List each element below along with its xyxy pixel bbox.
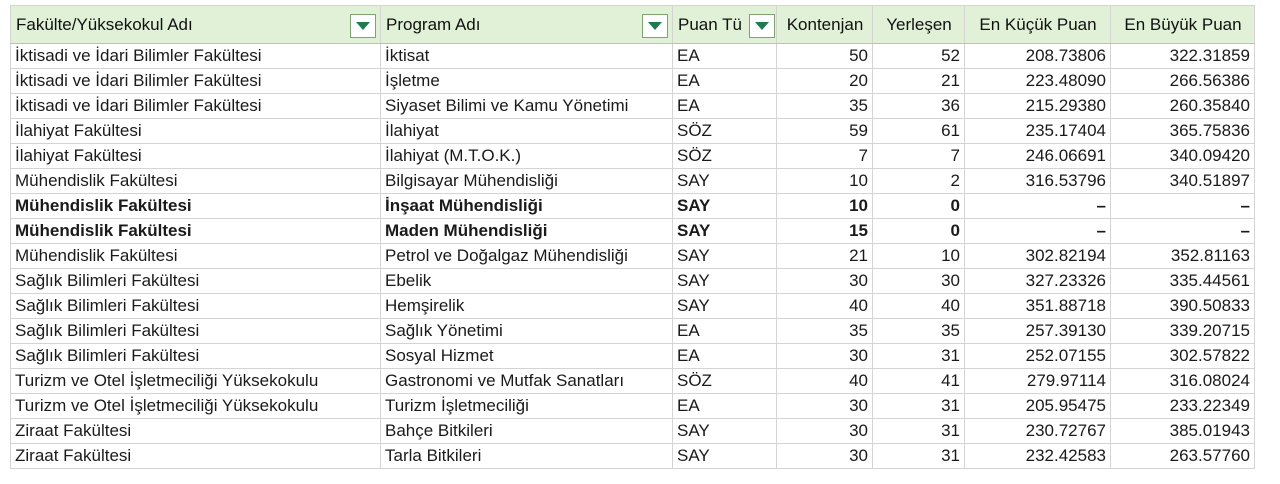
cell-en-kucuk[interactable]: 316.53796 (965, 169, 1111, 194)
cell-en-kucuk[interactable]: 257.39130 (965, 319, 1111, 344)
cell-program[interactable]: Petrol ve Doğalgaz Mühendisliği (381, 244, 673, 269)
cell-kontenjan[interactable]: 7 (777, 144, 873, 169)
cell-fakulte[interactable]: Sağlık Bilimleri Fakültesi (11, 344, 381, 369)
cell-en-buyuk[interactable]: 322.31859 (1111, 44, 1255, 69)
cell-yerlesen[interactable]: 36 (873, 94, 965, 119)
cell-yerlesen[interactable]: 31 (873, 344, 965, 369)
cell-program[interactable]: İktisat (381, 44, 673, 69)
header-yerlesen-label: Yerleşen (886, 14, 952, 34)
table-row (11, 269, 1255, 294)
table-row (11, 319, 1255, 344)
cell-en-buyuk[interactable]: 335.44561 (1111, 269, 1255, 294)
cell-program[interactable]: İşletme (381, 69, 673, 94)
cell-fakulte[interactable]: Sağlık Bilimleri Fakültesi (11, 319, 381, 344)
table-row (11, 144, 1255, 169)
header-puan-label: Puan Tü (678, 14, 742, 34)
table-row (11, 244, 1255, 269)
cell-program[interactable]: Gastronomi ve Mutfak Sanatları (381, 369, 673, 394)
cell-en-buyuk[interactable]: 365.75836 (1111, 119, 1255, 144)
cell-puan[interactable]: SAY (673, 219, 777, 244)
table-row (11, 169, 1255, 194)
table-row (11, 444, 1255, 469)
cell-puan[interactable]: SAY (673, 244, 777, 269)
cell-program[interactable]: İnşaat Mühendisliği (381, 194, 673, 219)
header-yerlesen[interactable] (873, 6, 965, 44)
cell-kontenjan[interactable]: 50 (777, 44, 873, 69)
cell-yerlesen[interactable]: 40 (873, 294, 965, 319)
table-row (11, 219, 1255, 244)
cell-en-buyuk[interactable]: 233.22349 (1111, 394, 1255, 419)
cell-kontenjan[interactable]: 40 (777, 369, 873, 394)
header-program-label: Program Adı (386, 14, 481, 34)
cell-yerlesen[interactable]: 30 (873, 269, 965, 294)
filter-dropdown-icon[interactable] (642, 14, 668, 38)
cell-yerlesen[interactable]: 31 (873, 444, 965, 469)
filter-dropdown-icon[interactable] (749, 14, 775, 38)
header-program[interactable] (381, 6, 673, 44)
cell-en-kucuk[interactable]: 235.17404 (965, 119, 1111, 144)
table-row (11, 44, 1255, 69)
cell-puan[interactable]: SAY (673, 169, 777, 194)
cell-program[interactable]: Bahçe Bitkileri (381, 419, 673, 444)
cell-yerlesen[interactable]: 31 (873, 419, 965, 444)
cell-fakulte[interactable]: İlahiyat Fakültesi (11, 144, 381, 169)
cell-fakulte[interactable]: Turizm ve Otel İşletmeciliği Yüksekokulu (11, 369, 381, 394)
cell-fakulte[interactable]: Mühendislik Fakültesi (11, 244, 381, 269)
cell-en-kucuk[interactable]: 351.88718 (965, 294, 1111, 319)
cell-yerlesen[interactable]: 21 (873, 69, 965, 94)
cell-kontenjan[interactable]: 30 (777, 444, 873, 469)
header-fakulte[interactable] (11, 6, 381, 44)
cell-kontenjan[interactable]: 30 (777, 394, 873, 419)
header-row (11, 6, 1255, 44)
table-row (11, 94, 1255, 119)
cell-yerlesen[interactable]: 0 (873, 194, 965, 219)
cell-puan[interactable]: EA (673, 319, 777, 344)
cell-program[interactable]: Siyaset Bilimi ve Kamu Yönetimi (381, 94, 673, 119)
cell-kontenjan[interactable]: 20 (777, 69, 873, 94)
cell-en-kucuk[interactable]: 230.72767 (965, 419, 1111, 444)
cell-en-kucuk[interactable]: – (965, 194, 1111, 219)
table-row (11, 294, 1255, 319)
cell-fakulte[interactable]: Turizm ve Otel İşletmeciliği Yüksekokulu (11, 394, 381, 419)
cell-puan[interactable]: EA (673, 394, 777, 419)
table-row (11, 69, 1255, 94)
cell-kontenjan[interactable]: 10 (777, 194, 873, 219)
header-en-buyuk-label: En Büyük Puan (1124, 14, 1242, 34)
cell-en-buyuk[interactable]: 339.20715 (1111, 319, 1255, 344)
cell-program[interactable]: Ebelik (381, 269, 673, 294)
cell-fakulte[interactable]: İktisadi ve İdari Bilimler Fakültesi (11, 94, 381, 119)
cell-kontenjan[interactable]: 21 (777, 244, 873, 269)
cell-kontenjan[interactable]: 59 (777, 119, 873, 144)
cell-puan[interactable]: SAY (673, 194, 777, 219)
header-puan[interactable] (673, 6, 777, 44)
cell-kontenjan[interactable]: 30 (777, 344, 873, 369)
cell-program[interactable]: İlahiyat (381, 119, 673, 144)
cell-fakulte[interactable]: Sağlık Bilimleri Fakültesi (11, 269, 381, 294)
cell-yerlesen[interactable]: 61 (873, 119, 965, 144)
cell-program[interactable]: Sosyal Hizmet (381, 344, 673, 369)
table-row (11, 344, 1255, 369)
cell-en-buyuk[interactable]: 266.56386 (1111, 69, 1255, 94)
header-en-buyuk[interactable] (1111, 6, 1255, 44)
cell-puan[interactable]: EA (673, 94, 777, 119)
cell-fakulte[interactable]: Ziraat Fakültesi (11, 444, 381, 469)
cell-en-kucuk[interactable]: 327.23326 (965, 269, 1111, 294)
cell-en-buyuk[interactable]: 260.35840 (1111, 94, 1255, 119)
cell-program[interactable]: İlahiyat (M.T.O.K.) (381, 144, 673, 169)
cell-yerlesen[interactable]: 41 (873, 369, 965, 394)
cell-en-kucuk[interactable]: 215.29380 (965, 94, 1111, 119)
cell-puan[interactable]: EA (673, 69, 777, 94)
cell-program[interactable]: Sağlık Yönetimi (381, 319, 673, 344)
cell-en-kucuk[interactable]: 208.73806 (965, 44, 1111, 69)
cell-puan[interactable]: SÖZ (673, 369, 777, 394)
cell-fakulte[interactable]: İktisadi ve İdari Bilimler Fakültesi (11, 69, 381, 94)
cell-puan[interactable]: EA (673, 344, 777, 369)
cell-puan[interactable]: SÖZ (673, 119, 777, 144)
header-en-kucuk[interactable] (965, 6, 1111, 44)
cell-en-buyuk[interactable]: 316.08024 (1111, 369, 1255, 394)
cell-kontenjan[interactable]: 35 (777, 94, 873, 119)
cell-fakulte[interactable]: Mühendislik Fakültesi (11, 194, 381, 219)
cell-yerlesen[interactable]: 31 (873, 394, 965, 419)
table-body (11, 44, 1255, 469)
cell-kontenjan[interactable]: 10 (777, 169, 873, 194)
cell-fakulte[interactable]: Mühendislik Fakültesi (11, 169, 381, 194)
cell-yerlesen[interactable]: 35 (873, 319, 965, 344)
table-row (11, 194, 1255, 219)
cell-program[interactable]: Hemşirelik (381, 294, 673, 319)
cell-en-buyuk[interactable]: 302.57822 (1111, 344, 1255, 369)
cell-en-buyuk[interactable]: – (1111, 219, 1255, 244)
cell-kontenjan[interactable]: 15 (777, 219, 873, 244)
cell-kontenjan[interactable]: 35 (777, 319, 873, 344)
cell-puan[interactable]: SAY (673, 419, 777, 444)
cell-kontenjan[interactable]: 40 (777, 294, 873, 319)
header-kontenjan[interactable] (777, 6, 873, 44)
cell-en-kucuk[interactable]: 302.82194 (965, 244, 1111, 269)
filter-dropdown-icon[interactable] (350, 14, 376, 38)
cell-puan[interactable]: SAY (673, 269, 777, 294)
cell-program[interactable]: Turizm İşletmeciliği (381, 394, 673, 419)
cell-program[interactable]: Bilgisayar Mühendisliği (381, 169, 673, 194)
cell-en-buyuk[interactable]: 340.09420 (1111, 144, 1255, 169)
header-en-kucuk-label: En Küçük Puan (979, 14, 1097, 34)
cell-yerlesen[interactable]: 10 (873, 244, 965, 269)
table-row (11, 394, 1255, 419)
cell-fakulte[interactable]: Ziraat Fakültesi (11, 419, 381, 444)
cell-fakulte[interactable]: Sağlık Bilimleri Fakültesi (11, 294, 381, 319)
cell-en-buyuk[interactable]: 385.01943 (1111, 419, 1255, 444)
table-row (11, 369, 1255, 394)
cell-yerlesen[interactable]: 0 (873, 219, 965, 244)
cell-puan[interactable]: SAY (673, 294, 777, 319)
table-row (11, 119, 1255, 144)
cell-kontenjan[interactable]: 30 (777, 419, 873, 444)
cell-en-kucuk[interactable]: 223.48090 (965, 69, 1111, 94)
data-table (10, 5, 1255, 469)
header-fakulte-label: Fakülte/Yüksekokul Adı (16, 14, 193, 34)
cell-puan[interactable]: SAY (673, 444, 777, 469)
cell-en-buyuk[interactable]: 390.50833 (1111, 294, 1255, 319)
cell-en-kucuk[interactable]: 205.95475 (965, 394, 1111, 419)
cell-en-kucuk[interactable]: 279.97114 (965, 369, 1111, 394)
cell-program[interactable]: Maden Mühendisliği (381, 219, 673, 244)
cell-yerlesen[interactable]: 2 (873, 169, 965, 194)
header-kontenjan-label: Kontenjan (786, 14, 864, 34)
cell-en-buyuk[interactable]: 352.81163 (1111, 244, 1255, 269)
cell-en-kucuk[interactable]: 252.07155 (965, 344, 1111, 369)
cell-en-buyuk[interactable]: – (1111, 194, 1255, 219)
cell-puan[interactable]: EA (673, 44, 777, 69)
cell-fakulte[interactable]: Mühendislik Fakültesi (11, 219, 381, 244)
cell-en-buyuk[interactable]: 263.57760 (1111, 444, 1255, 469)
cell-en-kucuk[interactable]: 246.06691 (965, 144, 1111, 169)
cell-fakulte[interactable]: İlahiyat Fakültesi (11, 119, 381, 144)
cell-en-kucuk[interactable]: 232.42583 (965, 444, 1111, 469)
table-row (11, 419, 1255, 444)
cell-yerlesen[interactable]: 52 (873, 44, 965, 69)
cell-puan[interactable]: SÖZ (673, 144, 777, 169)
cell-kontenjan[interactable]: 30 (777, 269, 873, 294)
cell-en-kucuk[interactable]: – (965, 219, 1111, 244)
cell-program[interactable]: Tarla Bitkileri (381, 444, 673, 469)
cell-en-buyuk[interactable]: 340.51897 (1111, 169, 1255, 194)
cell-fakulte[interactable]: İktisadi ve İdari Bilimler Fakültesi (11, 44, 381, 69)
cell-yerlesen[interactable]: 7 (873, 144, 965, 169)
